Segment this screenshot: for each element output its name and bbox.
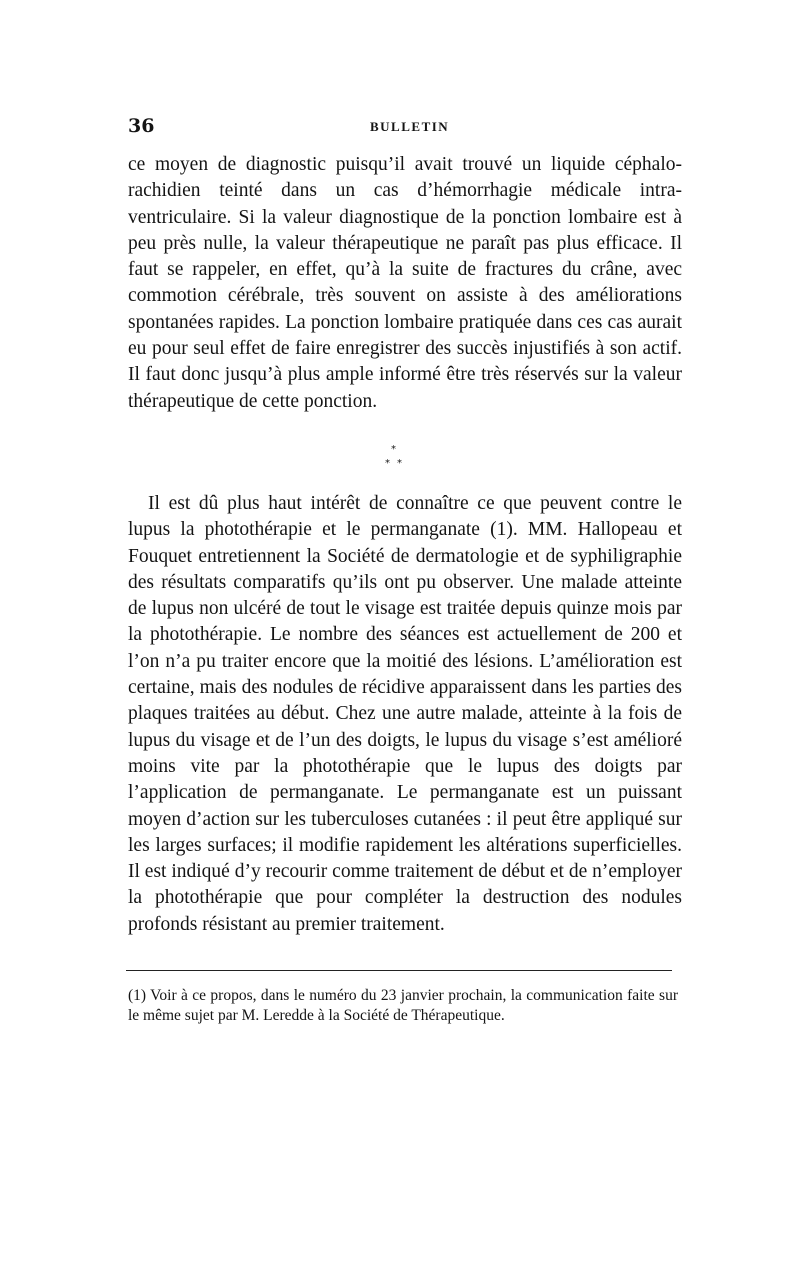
footnote-divider [126,970,672,971]
running-title: BULLETIN [370,119,450,134]
paragraph-2: Il est dû plus haut intérêt de connaître ce que peuvent contre le lupus la photothérapie et le permanganate (1). MM. Hallopeau et Fouquet entretiennent la Société de dermatologie et de syphiligraphie des résultats comparatifs qu’ils ont pu observer. Une malade atteinte de lupus non ulcéré de tout le visage est traitée depuis quinze mois par la photothérapie. Le nombre des séances est actuellement de 200 et l’on n’a pu traiter encore que la moitié des lésions. L’amélioration est certaine, mais des nodules de récidive apparaissent dans les parties des plaques traitées au début. Chez une autre malade, atteinte à la fois de lupus du visage et de l’un des doigts, le lupus du visage s’est amélioré moins vite par la photothérapie que le lupus des doigts par l’application de permanganate. Le permanganate est un puissant moyen d’action sur les tuberculoses cutanées : il peut être appliqué sur les larges surfaces; il modifie rapidement les altérations superficielles. Il est indiqué d’y recourir comme traitement de début et de n’employer la photothérapie que pour compléter la destruction des nodules profonds résistant au premier traitement. [128,493,682,935]
page-header [128,115,682,145]
section-separator-asterism [382,444,422,474]
separator-star-top: * [391,444,396,455]
footnote: (1) Voir à ce propos, dans le numéro du 23 janvier prochain, la communication faite sur le même sujet par M. Leredde à la Société de Thérapeutique. [128,987,678,1024]
page-number: 36 [128,115,155,137]
separator-star-right: * [397,458,402,469]
paragraph-1: ce moyen de diagnostic puisqu’il avait trouvé un liquide céphalo-rachidien teinté dans un cas d’hémorrhagie médicale intra-ventriculaire. Si la valeur diagnostique de la ponction lombaire est à peu près nulle, la valeur thérapeutique ne paraît pas plus efficace. Il faut se rappeler, en effet, qu’à la suite de fractures du crâne, avec commotion cérébrale, très souvent on assiste à des améliorations spontanées rapides. La ponction lombaire pratiquée dans ces cas aurait eu pour seul effet de faire enregistrer des succès injustifiés à son actif. Il faut donc jusqu’à plus ample informé être très réservés sur la valeur thérapeutique de cette ponction. [128,154,682,412]
separator-star-left: * [385,458,390,469]
